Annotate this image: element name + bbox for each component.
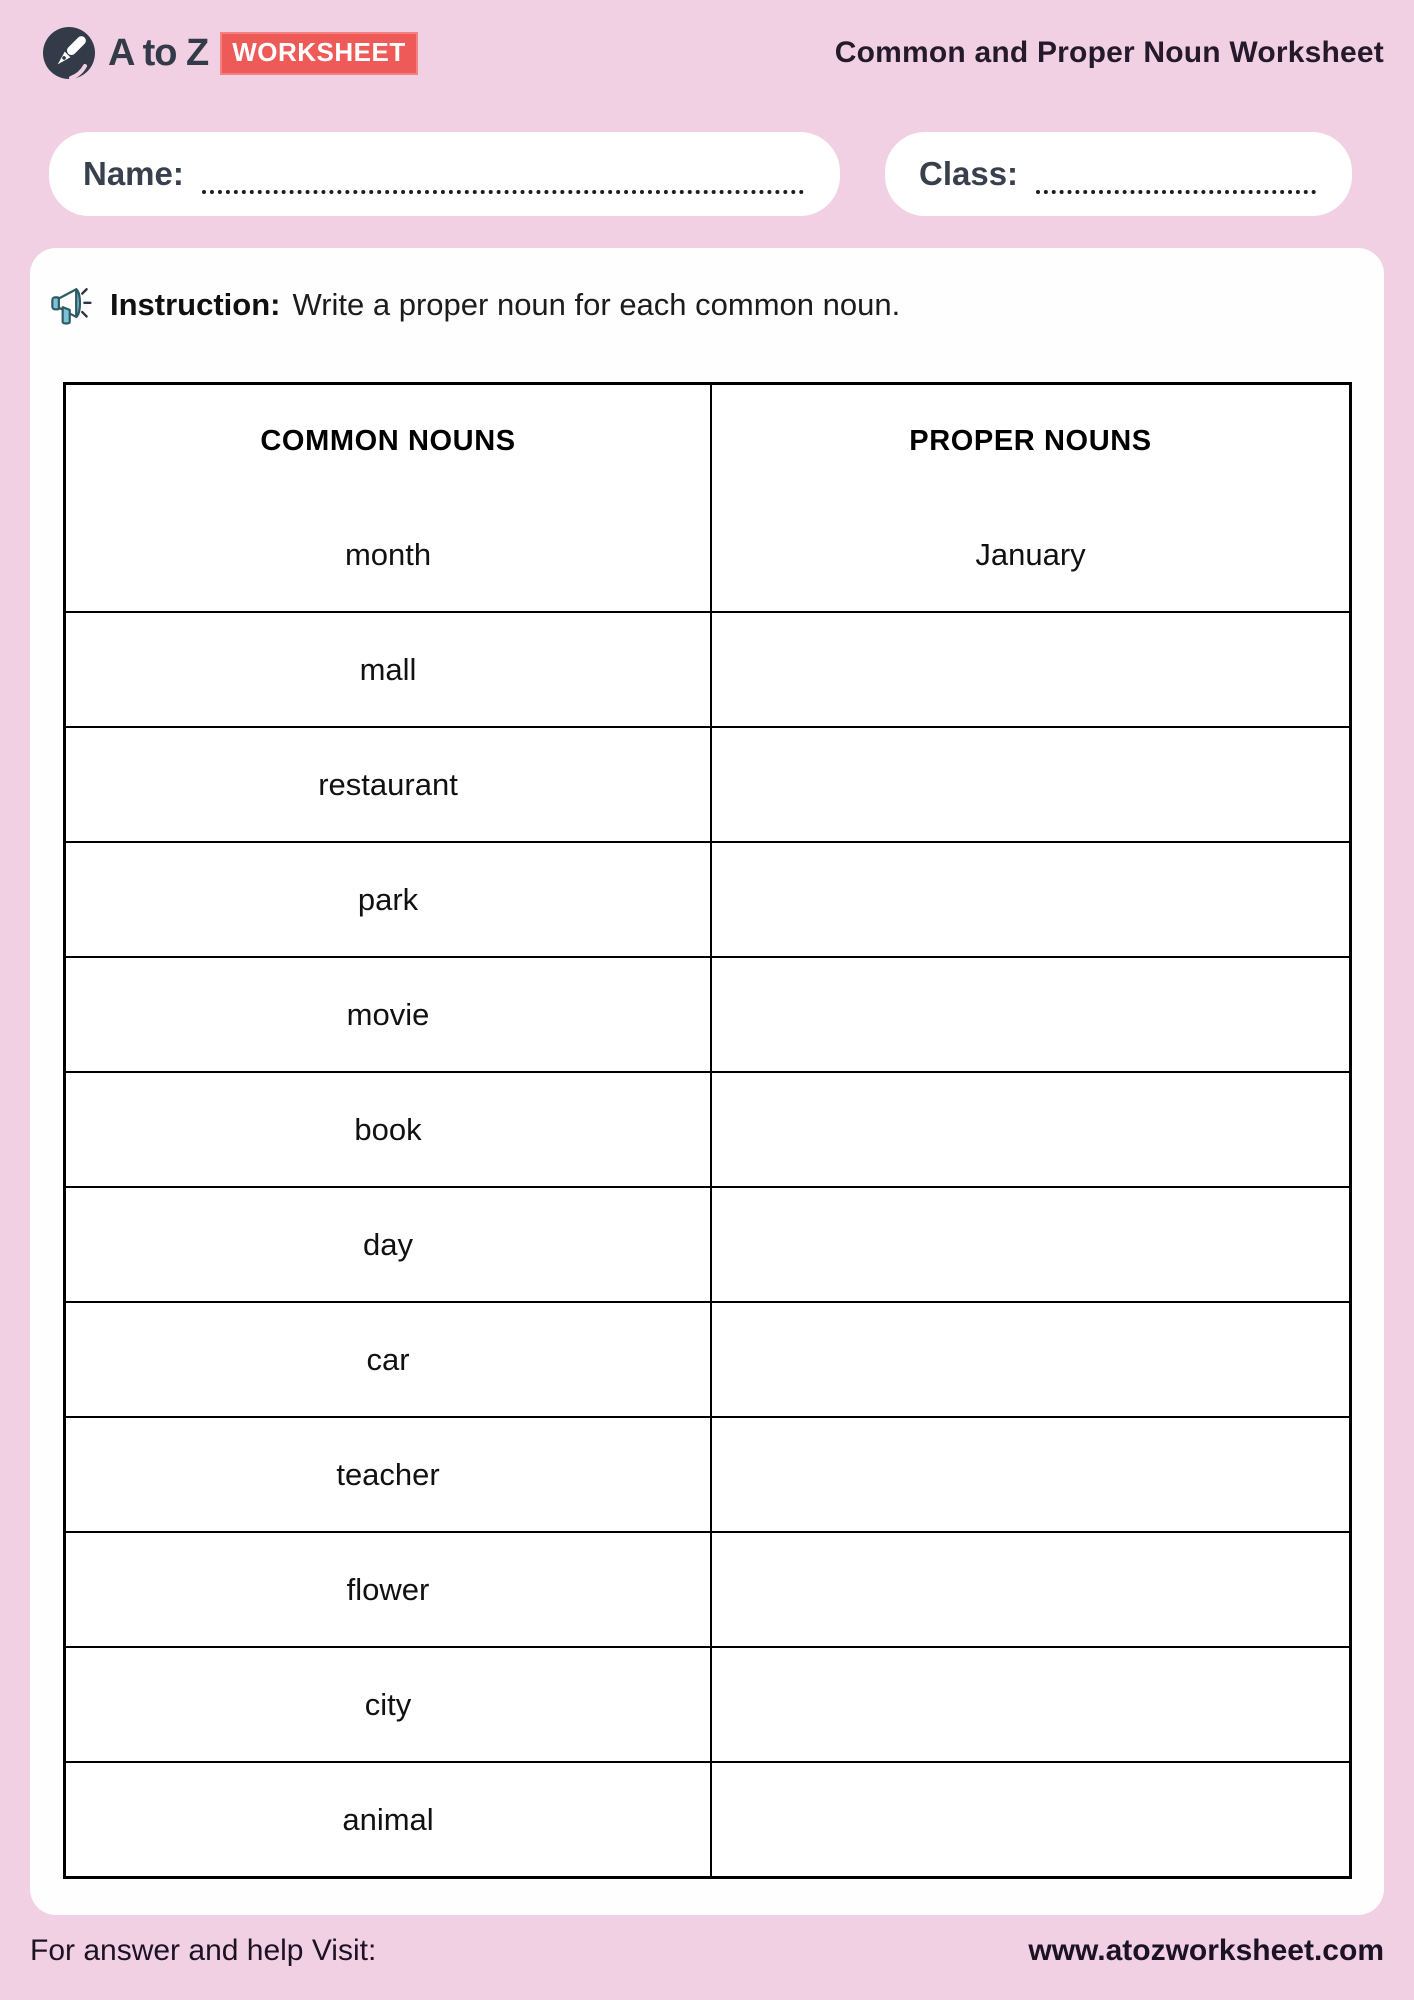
- instruction-text: Write a proper noun for each common noun.: [292, 287, 901, 322]
- instruction-label: Instruction:: [110, 287, 281, 322]
- class-field: [885, 132, 1352, 216]
- common-noun-cell: restaurant: [318, 766, 458, 802]
- pen-circle-icon: [40, 24, 98, 82]
- table-row: [66, 841, 1349, 956]
- common-noun-cell: day: [363, 1226, 414, 1262]
- name-label: Name:: [83, 155, 184, 192]
- common-noun-cell: city: [364, 1686, 412, 1722]
- proper-noun-answer-cell[interactable]: [710, 1073, 1349, 1186]
- table-row: [66, 1301, 1349, 1416]
- page-title: Common and Proper Noun Worksheet: [834, 36, 1384, 69]
- instruction: [30, 248, 1384, 330]
- megaphone-icon: [48, 280, 98, 330]
- common-noun-cell: teacher: [336, 1456, 440, 1492]
- common-noun-cell: movie: [346, 996, 430, 1032]
- header: [40, 24, 1384, 82]
- proper-noun-answer-cell[interactable]: [710, 1418, 1349, 1531]
- proper-noun-answer-cell[interactable]: [710, 1303, 1349, 1416]
- footer-help-text: For answer and help Visit:: [30, 1934, 377, 1967]
- name-field: [49, 132, 840, 216]
- nouns-table: [63, 382, 1352, 1879]
- table-header-row: [66, 385, 1349, 498]
- brand-badge: WORKSHEET: [220, 32, 418, 75]
- table-row: [66, 726, 1349, 841]
- student-fields: [49, 132, 1352, 216]
- proper-noun-answer-cell[interactable]: [710, 728, 1349, 841]
- common-noun-cell: animal: [342, 1801, 434, 1837]
- proper-noun-answer-cell[interactable]: [710, 958, 1349, 1071]
- table-row: [66, 1761, 1349, 1876]
- proper-noun-answer-cell[interactable]: [710, 1533, 1349, 1646]
- common-noun-cell: mall: [359, 651, 417, 687]
- table-row: [66, 1646, 1349, 1761]
- common-noun-cell: park: [357, 881, 419, 917]
- common-noun-cell: month: [344, 536, 432, 572]
- class-label: Class:: [919, 155, 1019, 192]
- common-noun-cell: car: [366, 1341, 410, 1377]
- common-nouns-header: COMMON NOUNS: [260, 425, 516, 457]
- class-input-line[interactable]: [1036, 190, 1316, 194]
- brand-logo: [40, 24, 418, 82]
- proper-noun-answer-cell[interactable]: [710, 843, 1349, 956]
- proper-noun-answer-cell[interactable]: [710, 1188, 1349, 1301]
- name-input-line[interactable]: [202, 190, 804, 194]
- brand-name: A to Z: [108, 31, 209, 74]
- common-noun-cell: flower: [346, 1571, 430, 1607]
- table-row: [66, 956, 1349, 1071]
- footer: [30, 1934, 1384, 1968]
- proper-noun-answer-cell[interactable]: [710, 1763, 1349, 1876]
- table-row: [66, 1416, 1349, 1531]
- proper-noun-answer-cell[interactable]: [710, 1648, 1349, 1761]
- table-row: [66, 1531, 1349, 1646]
- table-row: [66, 498, 1349, 611]
- table-row: [66, 611, 1349, 726]
- proper-nouns-header: PROPER NOUNS: [710, 385, 1349, 498]
- table-body: [66, 498, 1349, 1876]
- content-panel: [30, 248, 1384, 1915]
- table-row: [66, 1071, 1349, 1186]
- table-row: [66, 1186, 1349, 1301]
- proper-noun-answer-cell[interactable]: [710, 613, 1349, 726]
- footer-website: www.atozworksheet.com: [1028, 1934, 1384, 1967]
- common-noun-cell: book: [354, 1111, 422, 1147]
- proper-noun-answer-cell[interactable]: January: [710, 498, 1349, 611]
